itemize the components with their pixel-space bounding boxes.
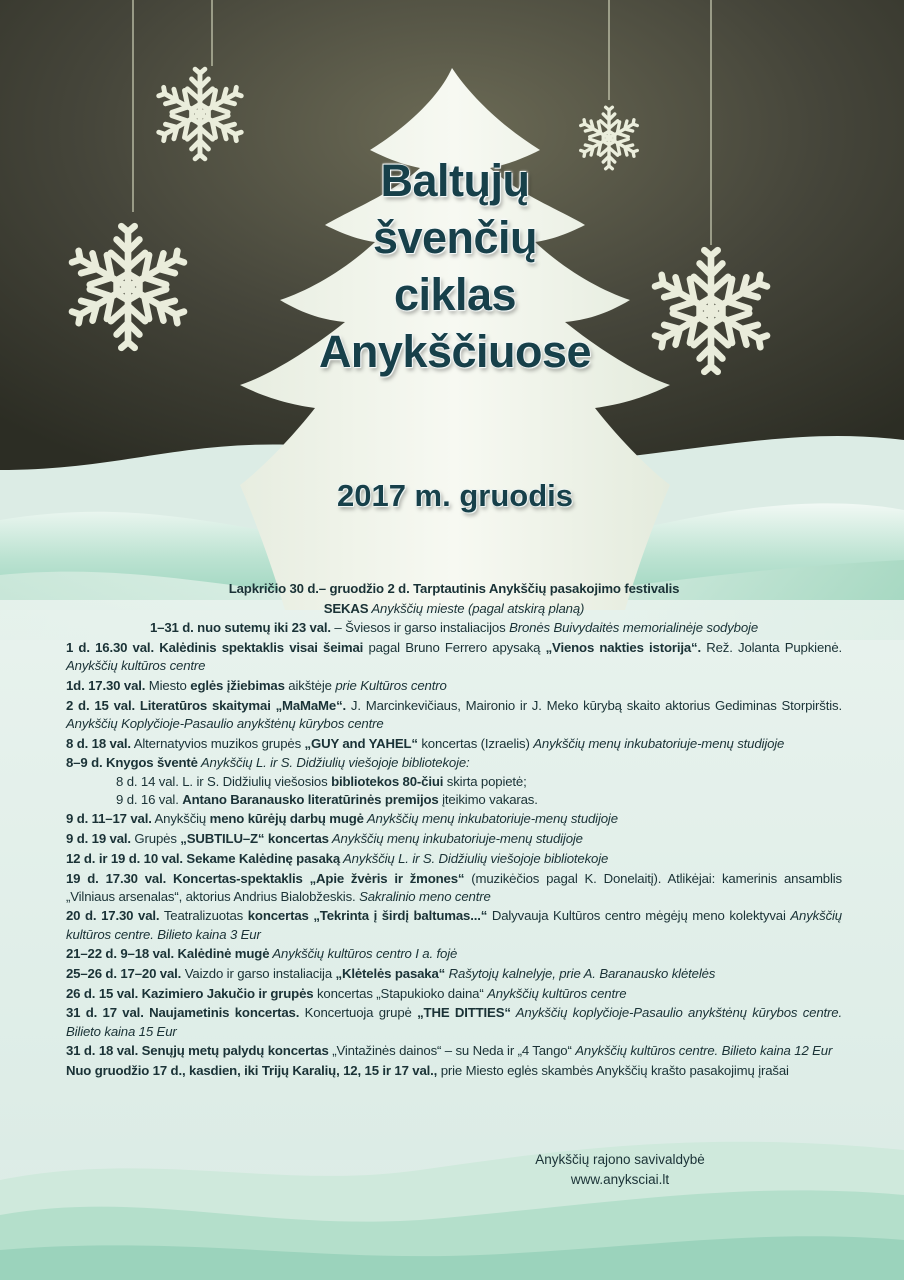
footer — [490, 1150, 750, 1190]
poster-date: 2017 m. gruodis — [336, 478, 574, 513]
organizer-website: www.anyksciai.lt — [570, 1172, 670, 1187]
event-item: 31 d. 18 val. Senųjų metų palydų koncertas „Vintažinės dainos“ – su Neda ir „4 Tango“ Anykščių kultūros centre. Bilieto kaina 12 Eur — [66, 1043, 833, 1059]
event-item: 8 d. 18 val. Alternatyvios muzikos grupės „GUY and YAHEL“ koncertas (Izraelis) Anykščių menų inkubatoriuje-menų studijoje — [66, 735, 785, 751]
event-item: 26 d. 15 val. Kazimiero Jakučio ir grupės koncertas „Stapukioko daina“ Anykščių kultūros centre — [66, 985, 627, 1001]
event-item: 1–31 d. nuo sutemų iki 23 val. – Šviesos ir garso instaliacijos Bronės Buivydaitės memorialinėje sodyboje — [149, 620, 759, 636]
event-item: 25–26 d. 17–20 val. Vaizdo ir garso instaliacija „Klėtelės pasaka“ Rašytojų kalnelyje, prie A. Baranausko klėtelės — [66, 966, 716, 982]
event-item: 2 d. 15 val. Literatūros skaitymai „MaMaMe“. J. Marcinkevičiaus, Maironio ir J. Meko kūrybą skaito aktorius Gediminas Storpirštis. Anykščių Koplyčioje-Pasaulio anykštėnų kūrybos centre — [66, 697, 842, 731]
event-item: 9 d. 19 val. Grupės „SUBTILU–Z“ koncertas Anykščių menų inkubatoriuje-menų studijoje — [66, 831, 583, 847]
event-item: 12 d. ir 19 d. 10 val. Sekame Kalėdinę pasaką Anykščių L. ir S. Didžiulių viešojoje bibliotekoje — [66, 850, 609, 866]
event-item: 1d. 17.30 val. Miesto eglės įžiebimas aikštėje prie Kultūros centro — [66, 678, 447, 694]
event-item: 1 d. 16.30 val. Kalėdinis spektaklis visai šeimai pagal Bruno Ferrero apysaką „Vienos nakties istorija“. Rež. Jolanta Pupkienė. Anykščių kultūros centre — [66, 640, 843, 674]
title-line: Anykščiuose — [318, 326, 592, 377]
organizer-name: Anykščių rajono savivaldybė — [535, 1152, 705, 1167]
event-item: 19 d. 17.30 val. Koncertas-spektaklis „Apie žvėris ir žmones“ (muzikėčios pagal K. Donelaitį). Atlikėjai: kamerinis ansamblis „Vilniaus arsenalas“, aktorius Andrius Bialobžeskis. Sakralinio meno centre — [66, 870, 842, 904]
title-line: Baltųjų — [380, 155, 530, 206]
event-item: 20 d. 17.30 val. Teatralizuotas koncertas „Tekrinta į širdį baltumas...“ Dalyvauja Kultūros centro mėgėjų meno kolektyvai Anykščių kultūros centre. Bilieto kaina 3 Eur — [66, 908, 842, 942]
poster-title — [270, 152, 640, 380]
event-list — [66, 580, 842, 1082]
event-subitem: 9 d. 16 val. Antano Baranausko literatūrinės premijos įteikimo vakaras. — [116, 791, 538, 807]
event-item: 21–22 d. 9–18 val. Kalėdinė mugė Anykščių kultūros centro I a. fojė — [66, 946, 458, 962]
event-item: 8–9 d. Knygos šventė Anykščių L. ir S. Didžiulių viešojoje bibliotekoje: — [66, 755, 470, 771]
event-subitem: 8 d. 14 val. L. ir S. Didžiulių viešosios bibliotekos 80-čiui skirta popietė; — [116, 773, 527, 789]
event-item: Lapkričio 30 d.– gruodžio 2 d. Tarptautinis Anykščių pasakojimo festivalis — [228, 581, 680, 596]
event-item: SEKAS Anykščių mieste (pagal atskirą planą) — [323, 600, 585, 616]
title-line: ciklas — [393, 269, 517, 320]
event-item: 31 d. 17 val. Naujametinis koncertas. Koncertuoja grupė „THE DITTIES“ Anykščių koplyčioje-Pasaulio anykštėnų kūrybos centre. Bilieto kaina 15 Eur — [66, 1005, 842, 1039]
title-line: švenčių — [372, 212, 538, 263]
event-item: Nuo gruodžio 17 d., kasdien, iki Trijų Karalių, 12, 15 ir 17 val., prie Miesto eglės skambės Anykščių krašto pasakojimų įrašai — [66, 1063, 789, 1079]
event-item: 9 d. 11–17 val. Anykščių meno kūrėjų darbų mugė Anykščių menų inkubatoriuje-menų studijoje — [66, 811, 618, 827]
